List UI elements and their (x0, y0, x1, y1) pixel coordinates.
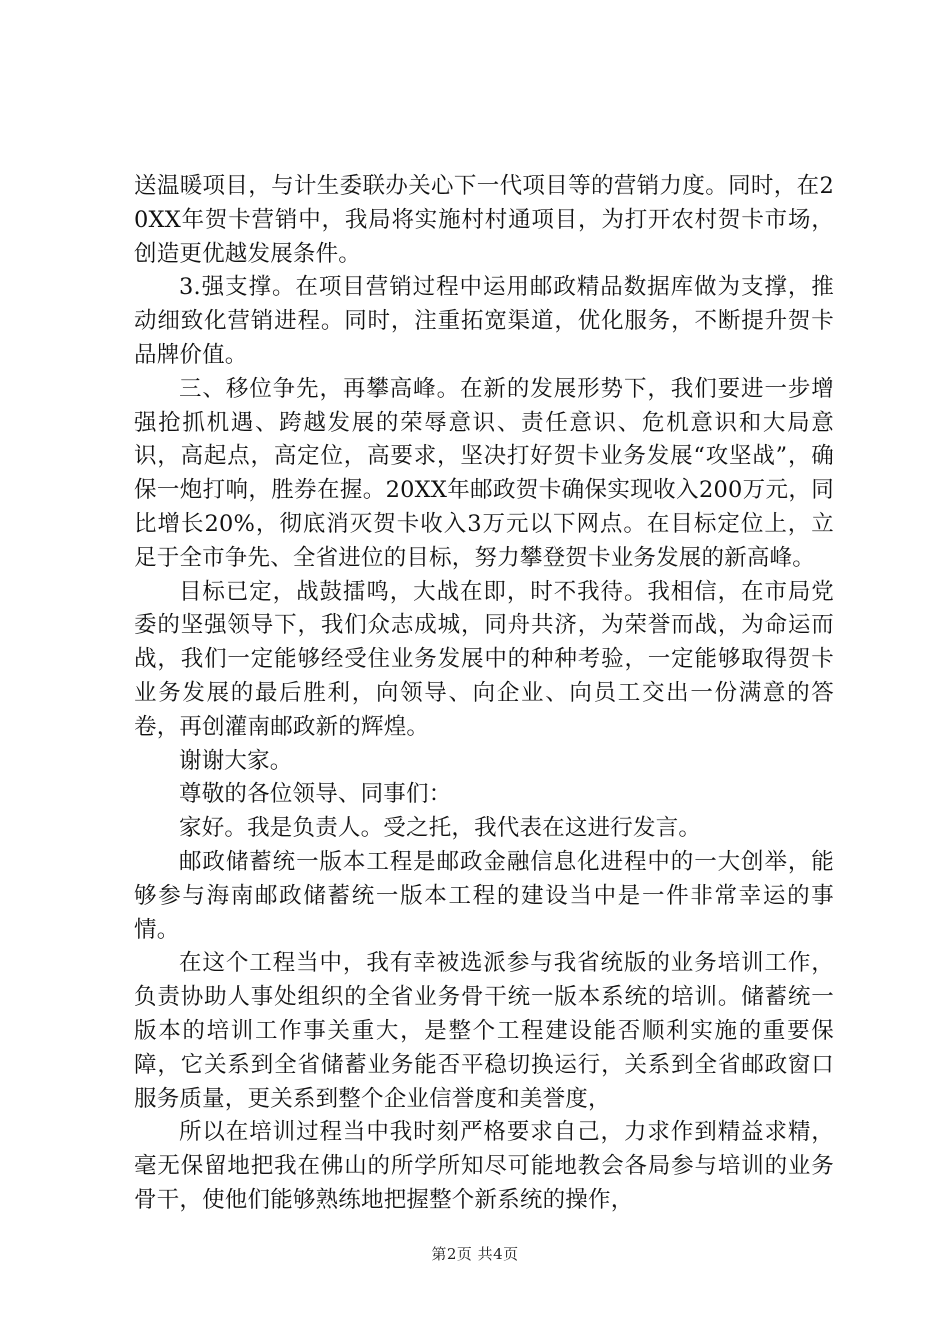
paragraph-6: 尊敬的各位领导、同事们： (179, 781, 452, 808)
document-body (134, 170, 834, 1218)
paragraph-2: 3.强支撑。在项目营销过程中运用邮政精品数据库做为支撑，推动细致化营销进程。同时，注重拓宽渠道，优化服务，不断提升贺卡品牌价值。 (134, 274, 834, 368)
paragraph-1: 送温暖项目，与计生委联办关心下一代项目等的营销力度。同时，在20XX年贺卡营销中，我局将实施村村通项目，为打开农村贺卡市场，创造更优越发展条件。 (134, 173, 834, 267)
paragraph-5: 谢谢大家。 (179, 747, 293, 774)
paragraph-9: 在这个工程当中，我有幸被选派参与我省统版的业务培训工作，负责协助人事处组织的全省业务骨干统一版本系统的培训。储蓄统一版本的培训工作事关重大，是整个工程建设能否顺利实施的重要保障，它关系到全省储蓄业务能否平稳切换运行，关系到全省邮政窗口服务质量，更关系到整个企业信誉度和美誉度， (134, 950, 834, 1112)
paragraph-8: 邮政储蓄统一版本工程是邮政金融信息化进程中的一大创举，能够参与海南邮政储蓄统一版本工程的建设当中是一件非常幸运的事情。 (134, 848, 834, 943)
paragraph-3: 三、移位争先，再攀高峰。在新的发展形势下，我们要进一步增强抢抓机遇、跨越发展的荣辱意识、责任意识、危机意识和大局意识，高起点，高定位，高要求，坚决打好贺卡业务发展“攻坚战”，确保一炮打响，胜券在握。20XX年邮政贺卡确保实现收入200万元，同比增长20%，彻底消灭贺卡收入3万元以下网点。在目标定位上，立足于全市争先、全省进位的目标，努力攀登贺卡业务发展的新高峰。 (134, 375, 834, 571)
paragraph-7: 家好。我是负责人。受之托，我代表在这进行发言。 (179, 815, 702, 842)
page-number-footer: 第2页 共4页 (431, 1245, 519, 1263)
paragraph-10: 所以在培训过程当中我时刻严格要求自己，力求作到精益求精，毫无保留地把我在佛山的所学所知尽可能地教会各局参与培训的业务骨干，使他们能够熟练地把握整个新系统的操作， (134, 1119, 834, 1213)
paragraph-4: 目标已定，战鼓擂鸣，大战在即，时不我待。我相信，在市局党委的坚强领导下，我们众志成城，同舟共济，为荣誉而战，为命运而战，我们一定能够经受住业务发展中的种种考验，一定能够取得贺卡业务发展的最后胜利，向领导、向企业、向员工交出一份满意的答卷，再创灌南邮政新的辉煌。 (134, 578, 834, 740)
